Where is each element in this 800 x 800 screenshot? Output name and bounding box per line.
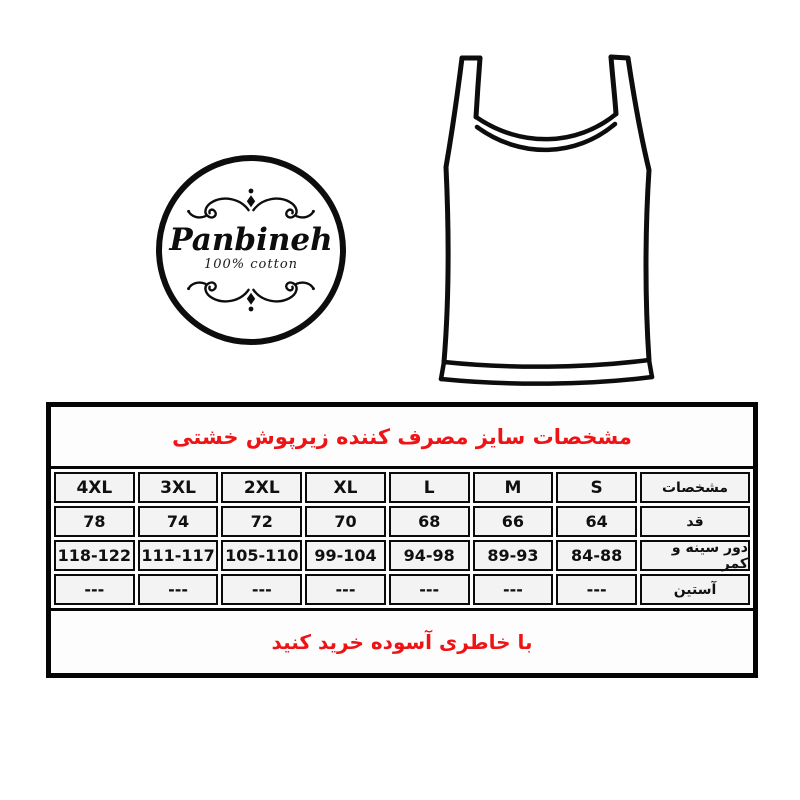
size-column-header: 3XL (138, 472, 219, 503)
size-value-cell: --- (556, 574, 637, 605)
size-value-cell: --- (473, 574, 554, 605)
size-value-cell: --- (221, 574, 302, 605)
size-value-cell: 78 (54, 506, 135, 537)
size-value-cell: 94-98 (389, 540, 470, 571)
size-value-cell: 70 (305, 506, 386, 537)
size-value-cell: 72 (221, 506, 302, 537)
ornament-flourish-icon (185, 276, 317, 318)
size-value-cell: 89-93 (473, 540, 554, 571)
brand-name: Panbineh (169, 222, 333, 258)
brand-stamp (156, 155, 346, 345)
size-value-cell: 111-117 (138, 540, 219, 571)
size-table (46, 402, 758, 678)
size-table-footer-note: با خاطری آسوده خرید کنید (271, 630, 533, 654)
size-column-header: M (473, 472, 554, 503)
size-column-header: S (556, 472, 637, 503)
row-label-cell: آستین (640, 574, 750, 605)
size-grid (51, 469, 753, 611)
size-value-cell: 66 (473, 506, 554, 537)
size-value-cell: --- (305, 574, 386, 605)
size-value-cell: 118-122 (54, 540, 135, 571)
size-column-header: 4XL (54, 472, 135, 503)
row-label-cell: دور سینه و کمر (640, 540, 750, 571)
size-value-cell: --- (389, 574, 470, 605)
size-value-cell: --- (54, 574, 135, 605)
size-value-cell: 74 (138, 506, 219, 537)
size-value-cell: 105-110 (221, 540, 302, 571)
size-value-cell: 99-104 (305, 540, 386, 571)
tank-top-drawing (429, 46, 664, 396)
size-value-cell: --- (138, 574, 219, 605)
size-value-cell: 64 (556, 506, 637, 537)
size-value-cell: 68 (389, 506, 470, 537)
size-table-title: مشخصات سایز مصرف کننده زیرپوش خشتی (51, 407, 753, 469)
size-column-header: L (389, 472, 470, 503)
spec-column-header: مشخصات (640, 472, 750, 503)
ornament-flourish-icon (185, 182, 317, 224)
brand-subtitle: 100% cotton (203, 257, 299, 272)
size-column-header: XL (305, 472, 386, 503)
row-label-cell: قد (640, 506, 750, 537)
size-value-cell: 84-88 (556, 540, 637, 571)
size-column-header: 2XL (221, 472, 302, 503)
